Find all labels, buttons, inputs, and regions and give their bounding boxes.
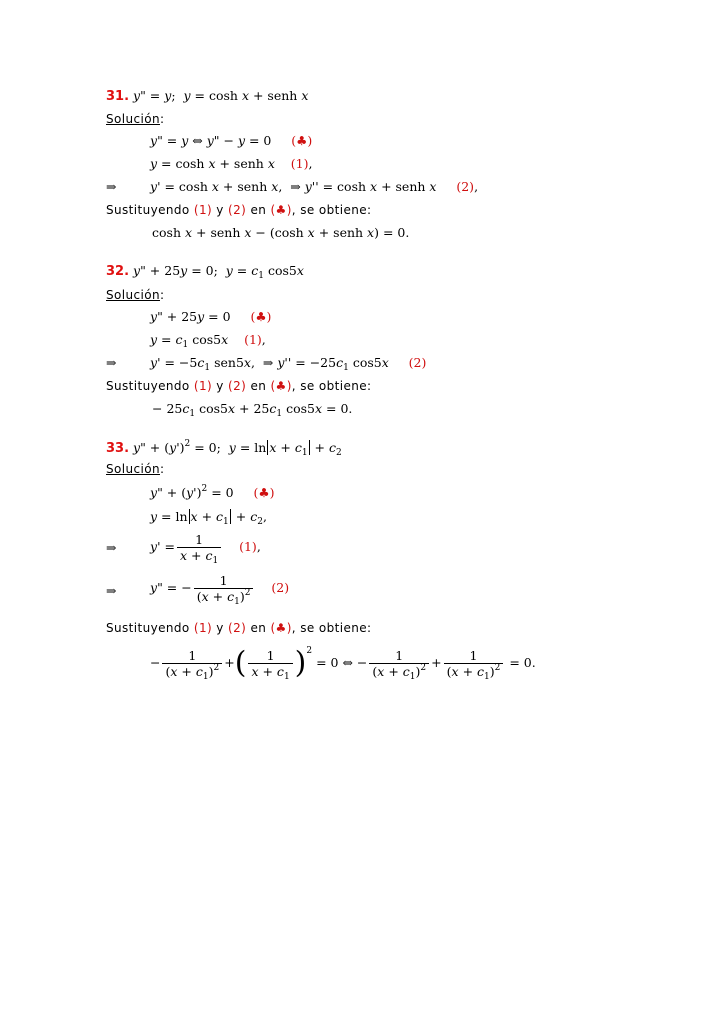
problem-number: 32. bbox=[106, 264, 130, 279]
ref-1: (1) bbox=[239, 539, 257, 554]
ref-2: (2) bbox=[456, 179, 475, 194]
problem-33-header bbox=[106, 440, 342, 457]
ref-1: (1) bbox=[290, 156, 309, 171]
substitution-line: Sustituyendo (1) y (2) en (♣), se obtiene: bbox=[106, 379, 372, 393]
problem-statement: y" + 25y = 0; $y = c_1$ cos5x bbox=[133, 263, 304, 281]
equation-line: y" = − $\frac{1}{(x + c_1)^2}$ (2) bbox=[150, 573, 290, 607]
implies-icon: ⇒ bbox=[106, 540, 117, 555]
equation-line: − $25c_1$ $\cos 5x + 25c_1$ cos5x = 0. bbox=[152, 401, 353, 419]
problem-number: 33. bbox=[106, 441, 130, 456]
problem-statement: y" + $(y')^2 = 0$; $y = \ln x + c_1 + c_2$ bbox=[133, 439, 342, 458]
equation-line bbox=[106, 355, 116, 371]
equation-line bbox=[106, 179, 116, 195]
ref-1: (1) bbox=[244, 332, 262, 347]
equation-line: y" + 25y = 0 (♣) bbox=[150, 309, 272, 324]
substitution-line: Sustituyendo (1) y (2) en (♣), se obtiene: bbox=[106, 621, 372, 635]
implies-icon: ⇒ bbox=[106, 583, 117, 598]
problem-number: 31. bbox=[106, 89, 130, 104]
implies-icon: ⇒ bbox=[106, 355, 117, 370]
equation-line: $y' = -5c_1$ sen5x, ⇒ $y'' = -25c_1$ cos5x (2) bbox=[150, 355, 427, 373]
problem-31-header bbox=[106, 88, 308, 105]
equation-line bbox=[106, 583, 116, 599]
equation-line: y' = $\frac{1}{x + c_1}$ (1), bbox=[150, 532, 261, 566]
equation-line: y" = y ⇔ y" − y = 0 (♣) bbox=[150, 133, 313, 148]
equation-line: cosh x + senh x − (cosh x + senh x) = 0. bbox=[152, 225, 410, 240]
equation-line bbox=[106, 540, 116, 556]
club-marker: (♣) bbox=[253, 485, 275, 500]
problem-statement: y" = y; y = cosh x + senh x bbox=[133, 88, 309, 103]
implies-icon: ⇒ bbox=[106, 179, 117, 194]
equation-line: y = cosh x + senh x (1), bbox=[150, 156, 313, 171]
solution-label: Solución: bbox=[106, 288, 165, 302]
club-marker: (♣) bbox=[250, 309, 272, 324]
club-marker: (♣) bbox=[291, 133, 313, 148]
solution-label: Solución: bbox=[106, 112, 165, 126]
equation-line-final: − $\frac{1}{(x + c_1)^2}$ +( $\frac{1}{x + c_1}$ )$^2$ = 0 ⇔ − $\frac{1}{(x + c_1)^2}$ + $\frac{1}{(x + c_1)^2}$ = 0. bbox=[150, 645, 536, 682]
solution-label: Solución: bbox=[106, 462, 165, 476]
equation-line: $y = c_1$ cos5x (1), bbox=[150, 332, 266, 350]
equation-line: $y = \ln x + c_1 + c_2$, bbox=[150, 509, 267, 527]
ref-2: (2) bbox=[271, 580, 290, 595]
substitution-line: Sustituyendo (1) y (2) en (♣), se obtiene: bbox=[106, 203, 372, 217]
problem-32-header bbox=[106, 263, 304, 280]
ref-2: (2) bbox=[408, 355, 427, 370]
equation-line: y" + $(y')^2 = 0$ (♣) bbox=[150, 484, 275, 500]
equation-line: y' = cosh x + senh x, ⇒ y'' = cosh x + senh x (2), bbox=[150, 179, 479, 194]
